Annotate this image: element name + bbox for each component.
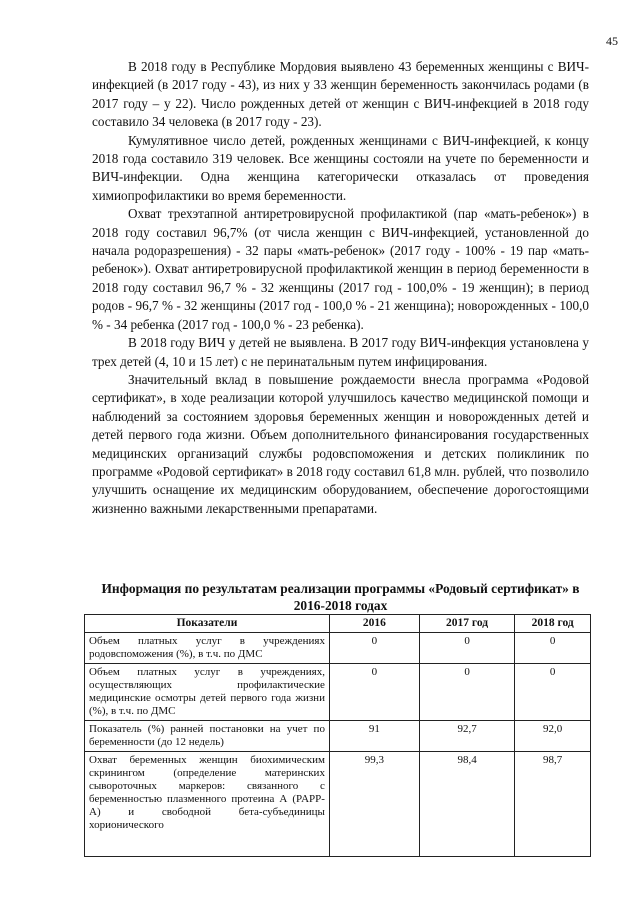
value-2017: 98,4 xyxy=(419,752,515,857)
table-row xyxy=(85,664,591,721)
table-row xyxy=(85,633,591,664)
value-2018: 0 xyxy=(515,633,591,664)
value-2016: 0 xyxy=(329,633,419,664)
header-2017: 2017 год xyxy=(419,615,515,633)
value-2016: 99,3 xyxy=(329,752,419,857)
results-table xyxy=(84,614,591,857)
value-2017: 92,7 xyxy=(419,721,515,752)
header-2016: 2016 xyxy=(329,615,419,633)
table-title: Информация по результатам реализации программы «Родовый сертификат» в 2016-2018 годах xyxy=(101,581,580,613)
table-header-row xyxy=(85,615,591,633)
row-label: Показатель (%) ранней постановки на учет по беременности (до 12 недель) xyxy=(85,721,330,752)
row-label: Объем платных услуг в учреждениях, осуществляющих профилактические медицинские осмотры детей первого года жизни (%), в т.ч. по ДМС xyxy=(85,664,330,721)
page-number: 45 xyxy=(606,34,618,48)
paragraph-children-hiv: В 2018 году ВИЧ у детей не выявлена. В 2017 году ВИЧ-инфекция установлена у трех детей (4, 10 и 15 лет) с не перинатальным путем инфицирования. xyxy=(92,335,589,369)
paragraph-cumulative-children: Кумулятивное число детей, рожденных женщинами с ВИЧ-инфекцией, к концу 2018 года составило 319 человек. Все женщины состояли на учете по беременности и ВИЧ-инфекции. Одна женщина категорически отказалась от проведения химиопрофилактики во время беременности. xyxy=(92,132,589,203)
value-2018: 0 xyxy=(515,664,591,721)
paragraph-prophylaxis-coverage: Охват трехэтапной антиретровирусной профилактикой (пар «мать-ребенок») в 2018 году составил 96,7% (от числа женщин с ВИЧ-инфекцией, установленной до начала родоразрешения) - 32 пары «мать-ребенок» (2017 году - 100% - 19 пар «мать-ребенок»). Охват антиретровирусной профилактикой женщин в период беременности в 2018 году составил 96,7 % - 32 женщины (2017 год - 100,0% - 19 женщин); в период родов - 96,7 % - 32 женщины (2017 год - 100,0 % - 21 женщина); новорожденных - 100,0 % - 34 ребенка (2017 год - 100,0 % - 23 ребенка). xyxy=(92,206,589,332)
row-label-text: Охват беременных женщин биохимическим скринингом (определение материнских сывороточных маркеров: связанного с беременностью плазменного протеина А (PAPP-A) и свободной бета-субъединицы хорионического xyxy=(89,754,325,831)
header-indicators: Показатели xyxy=(85,615,330,633)
row-label xyxy=(85,752,330,857)
body-text xyxy=(92,58,589,518)
value-2018: 92,0 xyxy=(515,721,591,752)
table-row xyxy=(85,752,591,857)
value-2016: 91 xyxy=(329,721,419,752)
row-label: Объем платных услуг в учреждениях родовспоможения (%), в т.ч. по ДМС xyxy=(85,633,330,664)
value-2018: 98,7 xyxy=(515,752,591,857)
header-2018: 2018 год xyxy=(515,615,591,633)
value-2017: 0 xyxy=(419,664,515,721)
paragraph-hiv-pregnant: В 2018 году в Республике Мордовия выявлено 43 беременных женщины с ВИЧ-инфекцией (в 2017 году - 43), из них у 33 женщин беременность закончилась родами (в 2017 году – у 22). Число рожденных детей от женщин с ВИЧ-инфекцией в 2018 году составило 34 человека (в 2017 году - 23). xyxy=(92,59,589,130)
value-2016: 0 xyxy=(329,664,419,721)
paragraph-birth-certificate: Значительный вклад в повышение рождаемости внесла программа «Родовой сертификат», в ходе реализации которой улучшилось качество медицинской помощи и наблюдений за состоянием здоровья беременных женщин и новорожденных детей и детей первого года жизни. Объем дополнительного финансирования государственных медицинских организаций службы родовспоможения и детских поликлиник по программе «Родовой сертификат» в 2018 году составил 61,8 млн. рублей, что позволило улучшить оснащение их медицинским оборудованием, обеспечение дорогостоящими жизненно важными лекарственными препаратами. xyxy=(92,371,589,516)
value-2017: 0 xyxy=(419,633,515,664)
table-row xyxy=(85,721,591,752)
